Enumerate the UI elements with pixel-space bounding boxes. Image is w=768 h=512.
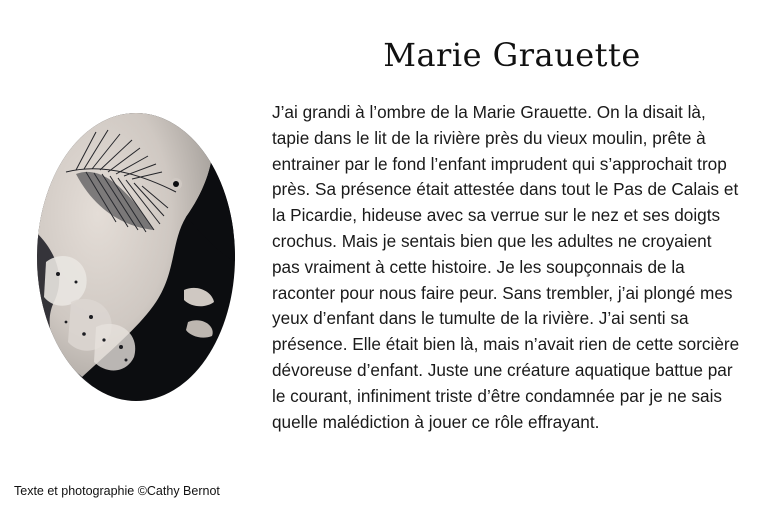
story-text: J’ai grandi à l’ombre de la Marie Grauette. On la disait là, tapie dans le lit de la rivière près du vieux moulin, prête à entrainer par le fond l’enfant imprudent qui s’approchait trop près. Sa présence était attestée dans tout le Pas de Calais et la Picardie, hideuse avec sa verrue sur le nez et ses doigts crochus. Mais je sentais bien que les adultes ne croyaient pas vraiment à cette histoire. Je les soupçonnais de la raconter pour nous faire peur. Sans trembler, j’ai plongé mes yeux d’enfant dans le tumulte de la rivière. J’ai senti sa présence. Elle était bien là, mais n’avait rien de cette sorcière dévoreuse d’enfant. Juste une créature aquatique battue par le courant, infiniment triste d’être condamnée par je ne sais quelle malédiction à jouer ce rôle effrayant. <box>272 102 740 432</box>
photo-credit: Texte et photographie ©Cathy Bernot <box>14 484 220 498</box>
page-title: Marie Grauette <box>383 36 641 74</box>
oval-photograph-icon <box>36 112 236 402</box>
